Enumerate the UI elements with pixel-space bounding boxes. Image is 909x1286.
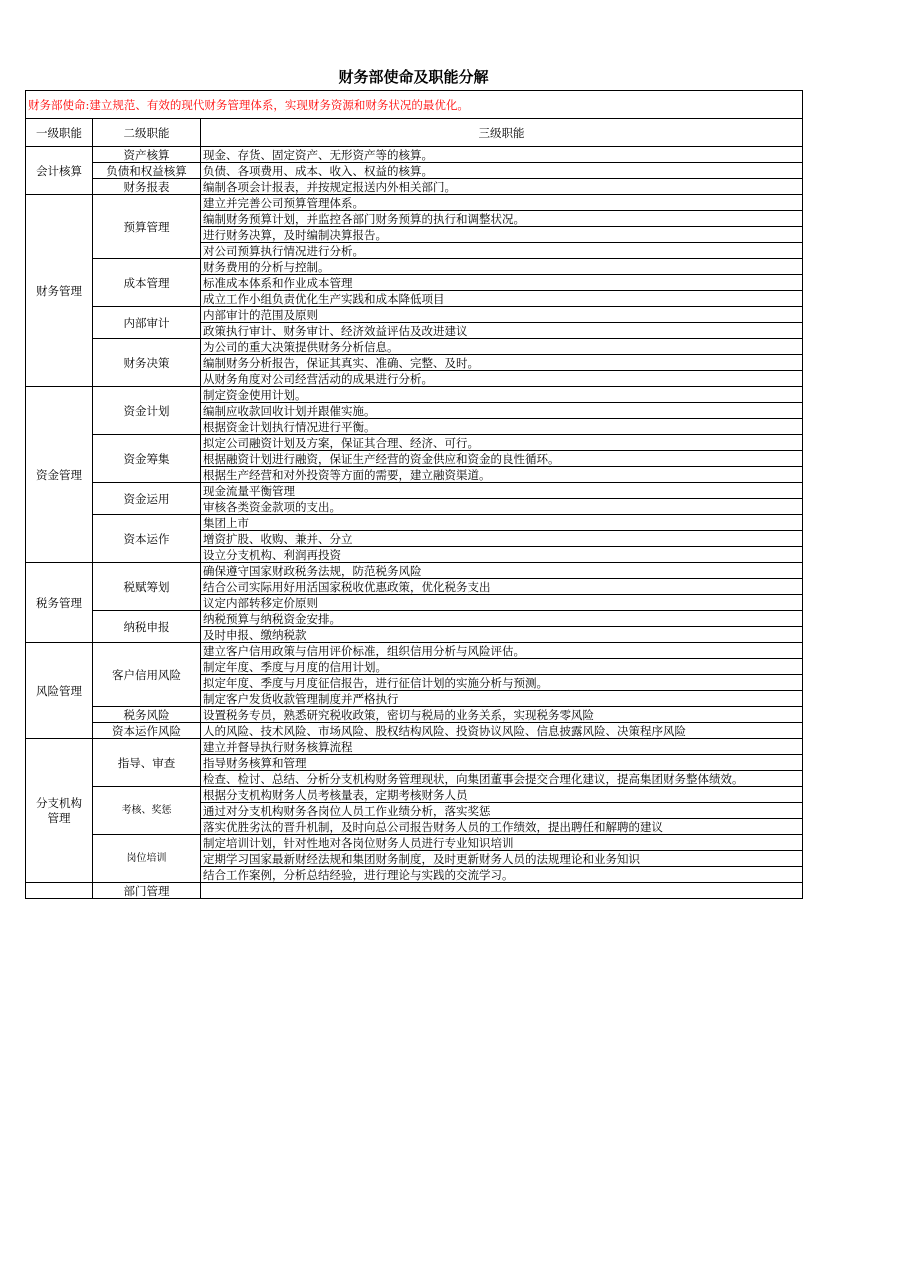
level1-cell — [26, 883, 93, 899]
level3-cell: 人的风险、技术风险、市场风险、股权结构风险、投资协议风险、信息披露风险、决策程序风险 — [201, 723, 803, 739]
level1-cell: 税务管理 — [26, 563, 93, 643]
level1-label-line: 分支机构 — [36, 795, 82, 810]
header-level-1: 一级职能 — [26, 119, 93, 147]
level2-cell: 指导、审查 — [93, 739, 201, 787]
level3-cell: 设置税务专员，熟悉研究税收政策，密切与税局的业务关系，实现税务零风险 — [201, 707, 803, 723]
level3-cell: 建立并督导执行财务核算流程 — [201, 739, 803, 755]
level3-cell: 拟定年度、季度与月度征信报告，进行征信计划的实施分析与预测。 — [201, 675, 803, 691]
level2-cell: 资金筹集 — [93, 435, 201, 483]
level2-cell: 财务报表 — [93, 179, 201, 195]
level3-cell: 标准成本体系和作业成本管理 — [201, 275, 803, 291]
level2-cell: 客户信用风险 — [93, 643, 201, 707]
level3-cell: 纳税预算与纳税资金安排。 — [201, 611, 803, 627]
table-row — [26, 787, 803, 803]
table-row — [26, 739, 803, 755]
level3-cell: 设立分支机构、利润再投资 — [201, 547, 803, 563]
level3-cell: 现金流量平衡管理 — [201, 483, 803, 499]
level2-cell: 岗位培训 — [93, 835, 201, 883]
level3-cell: 编制应收款回收计划并跟催实施。 — [201, 403, 803, 419]
level3-cell: 集团上市 — [201, 515, 803, 531]
level3-cell: 制定培训计划，针对性地对各岗位财务人员进行专业知识培训 — [201, 835, 803, 851]
level3-cell: 根据生产经营和对外投资等方面的需要，建立融资渠道。 — [201, 467, 803, 483]
level2-cell: 资产核算 — [93, 147, 201, 163]
level3-cell: 现金、存货、固定资产、无形资产等的核算。 — [201, 147, 803, 163]
level1-cell: 会计核算 — [26, 147, 93, 195]
level3-cell: 建立客户信用政策与信用评价标准，组织信用分析与风险评估。 — [201, 643, 803, 659]
table-row — [26, 339, 803, 355]
level3-cell: 制定客户发货收款管理制度并严格执行 — [201, 691, 803, 707]
level3-cell: 从财务角度对公司经营活动的成果进行分析。 — [201, 371, 803, 387]
header-level-2: 二级职能 — [93, 119, 201, 147]
level3-cell: 及时申报、缴纳税款 — [201, 627, 803, 643]
level3-cell: 负债、各项费用、成本、收入、权益的核算。 — [201, 163, 803, 179]
level3-cell: 通过对分支机构财务各岗位人员工作业绩分析，落实奖惩 — [201, 803, 803, 819]
level3-cell: 成立工作小组负责优化生产实践和成本降低项目 — [201, 291, 803, 307]
table-row — [26, 563, 803, 579]
table-row — [26, 643, 803, 659]
level3-cell: 拟定公司融资计划及方案，保证其合理、经济、可行。 — [201, 435, 803, 451]
table-row — [26, 707, 803, 723]
table-row — [26, 163, 803, 179]
table-row — [26, 435, 803, 451]
table-row — [26, 387, 803, 403]
table-row — [26, 179, 803, 195]
level2-cell: 内部审计 — [93, 307, 201, 339]
level2-cell: 考核、奖惩 — [93, 787, 201, 835]
level1-cell: 财务管理 — [26, 195, 93, 387]
level3-cell: 指导财务核算和管理 — [201, 755, 803, 771]
level2-cell: 成本管理 — [93, 259, 201, 307]
level2-cell: 财务决策 — [93, 339, 201, 387]
level2-cell: 部门管理 — [93, 883, 201, 899]
level1-cell — [26, 739, 93, 883]
table-row — [26, 723, 803, 739]
level2-cell: 负债和权益核算 — [93, 163, 201, 179]
level2-cell: 资金运用 — [93, 483, 201, 515]
level3-cell: 制定年度、季度与月度的信用计划。 — [201, 659, 803, 675]
level3-cell: 结合工作案例，分析总结经验，进行理论与实践的交流学习。 — [201, 867, 803, 883]
level3-cell: 根据融资计划进行融资，保证生产经营的资金供应和资金的良性循环。 — [201, 451, 803, 467]
level3-cell — [201, 883, 803, 899]
table-row — [26, 611, 803, 627]
level3-cell: 检查、检讨、总结、分析分支机构财务管理现状，向集团董事会提交合理化建议，提高集团财务整体绩效。 — [201, 771, 803, 787]
level1-cell: 资金管理 — [26, 387, 93, 563]
level2-cell: 资本运作风险 — [93, 723, 201, 739]
level2-cell: 纳税申报 — [93, 611, 201, 643]
level3-cell: 内部审计的范围及原则 — [201, 307, 803, 323]
level3-cell: 制定资金使用计划。 — [201, 387, 803, 403]
level2-cell: 税赋筹划 — [93, 563, 201, 611]
mission-row — [26, 91, 803, 119]
table-row — [26, 195, 803, 211]
level3-cell: 编制财务分析报告，保证其真实、准确、完整、及时。 — [201, 355, 803, 371]
level3-cell: 为公司的重大决策提供财务分析信息。 — [201, 339, 803, 355]
level3-cell: 进行财务决算，及时编制决算报告。 — [201, 227, 803, 243]
function-table — [25, 90, 803, 899]
level1-label-line: 管理 — [47, 810, 71, 825]
level3-cell: 确保遵守国家财政税务法规，防范税务风险 — [201, 563, 803, 579]
level3-cell: 建立并完善公司预算管理体系。 — [201, 195, 803, 211]
table-row — [26, 259, 803, 275]
level3-cell: 议定内部转移定价原则 — [201, 595, 803, 611]
table-row — [26, 483, 803, 499]
header-level-3: 三级职能 — [201, 119, 803, 147]
level2-cell: 资金计划 — [93, 387, 201, 435]
page-title: 财务部使命及职能分解 — [338, 68, 489, 86]
table-row — [26, 307, 803, 323]
level2-cell: 预算管理 — [93, 195, 201, 259]
level3-cell: 对公司预算执行情况进行分析。 — [201, 243, 803, 259]
level3-cell: 结合公司实际用好用活国家税收优惠政策，优化税务支出 — [201, 579, 803, 595]
level3-cell: 根据分支机构财务人员考核量表，定期考核财务人员 — [201, 787, 803, 803]
level3-cell: 编制财务预算计划，并监控各部门财务预算的执行和调整状况。 — [201, 211, 803, 227]
level3-cell: 财务费用的分析与控制。 — [201, 259, 803, 275]
table-row — [26, 515, 803, 531]
header-row — [26, 119, 803, 147]
table-row — [26, 835, 803, 851]
level3-cell: 政策执行审计、财务审计、经济效益评估及改进建议 — [201, 323, 803, 339]
level3-cell: 增资扩股、收购、兼并、分立 — [201, 531, 803, 547]
level3-cell: 审核各类资金款项的支出。 — [201, 499, 803, 515]
level3-cell: 编制各项会计报表，并按规定报送内外相关部门。 — [201, 179, 803, 195]
level2-cell: 税务风险 — [93, 707, 201, 723]
table-row — [26, 883, 803, 899]
level3-cell: 根据资金计划执行情况进行平衡。 — [201, 419, 803, 435]
level2-cell: 资本运作 — [93, 515, 201, 563]
level1-cell: 风险管理 — [26, 643, 93, 739]
level3-cell: 定期学习国家最新财经法规和集团财务制度，及时更新财务人员的法规理论和业务知识 — [201, 851, 803, 867]
mission-statement: 财务部使命:建立规范、有效的现代财务管理体系，实现财务资源和财务状况的最优化。 — [26, 91, 803, 119]
level3-cell: 落实优胜劣汰的晋升机制，及时向总公司报告财务人员的工作绩效，提出聘任和解聘的建议 — [201, 819, 803, 835]
table-row — [26, 147, 803, 163]
